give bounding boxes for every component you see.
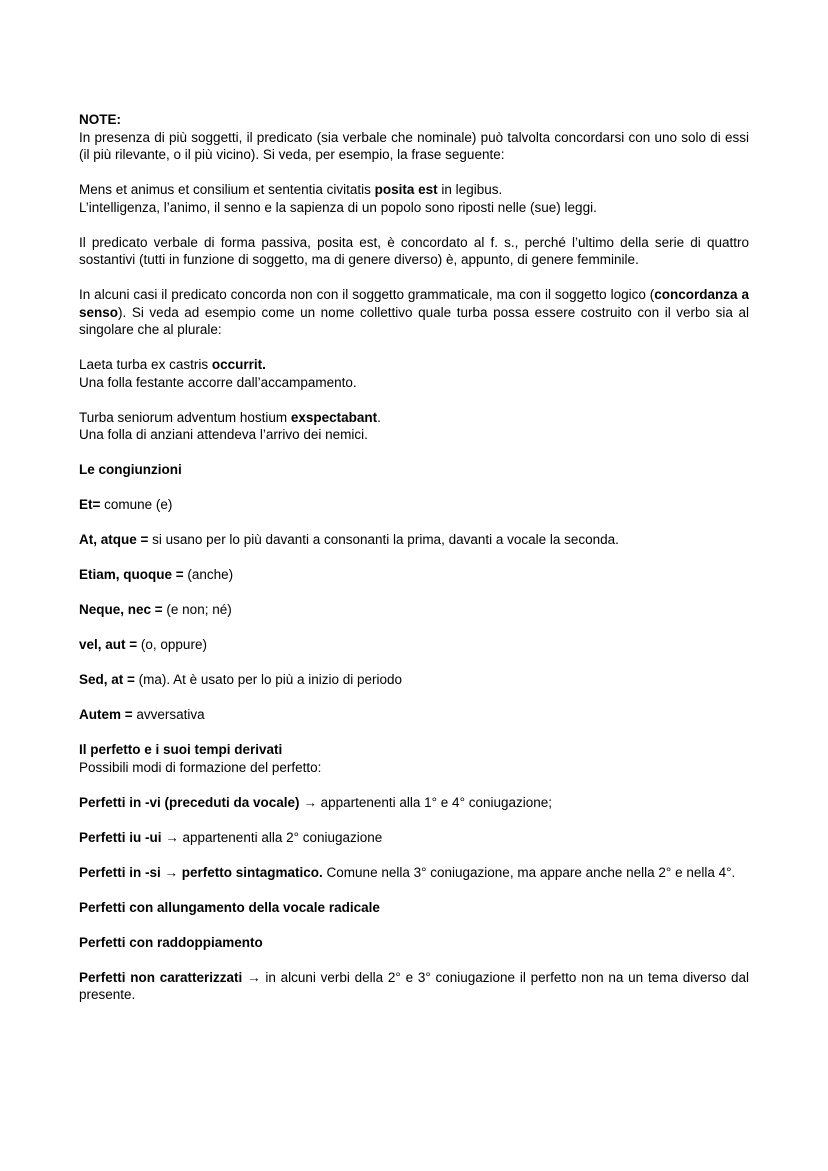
text-run: (o, oppure) — [137, 637, 207, 652]
paragraph — [79, 566, 749, 584]
text-run: Turba seniorum adventum hostium — [79, 409, 291, 425]
text-run: L’intelligenza, l’animo, il senno e la sapienza di un popolo sono riposti nelle (sue) leggi. — [79, 199, 597, 215]
text-run: comune (e) — [100, 497, 173, 512]
paragraph — [79, 111, 749, 164]
paragraph — [79, 934, 749, 952]
paragraph — [79, 741, 749, 776]
paragraph — [79, 636, 749, 654]
paragraph — [79, 601, 749, 619]
paragraph — [79, 864, 749, 882]
text-run: Possibili modi di formazione del perfetto: — [79, 759, 322, 775]
text-run: (ma). At è usato per lo più a inizio di periodo — [134, 672, 403, 687]
paragraph — [79, 899, 749, 917]
text-run: In alcuni casi il predicato concorda non con il soggetto grammaticale, ma con il soggetto logico ( — [79, 287, 655, 302]
paragraph — [79, 706, 749, 724]
text-run: → appartenenti alla 2° coniugazione — [161, 829, 383, 845]
bold-text-run: Perfetti in -si → perfetto sintagmatico. — [79, 864, 323, 880]
bold-text-run: Le congiunzioni — [79, 462, 182, 477]
bold-text-run: vel, aut = — [79, 637, 138, 652]
bold-text-run: Il perfetto e i suoi tempi derivati — [79, 742, 283, 757]
bold-text-run: Perfetti con raddoppiamento — [79, 934, 263, 950]
bold-text-run: Et= — [79, 497, 101, 512]
text-run: in legibus. — [437, 182, 503, 197]
bold-text-run: Autem = — [79, 707, 133, 722]
text-run: Mens et animus et consilium et sententia civitatis — [79, 182, 375, 197]
bold-text-run: Perfetti iu -ui — [79, 829, 162, 845]
bold-text-run: At, atque = — [79, 532, 149, 547]
bold-text-run: occurrit. — [211, 357, 266, 372]
text-run: Il predicato verbale di forma passiva, posita est, è concordato al f. s., perché l’ultimo della serie di quattro sostantivi (tutti in funzione di soggetto, ma di genere diverso) è, appunto, di genere femminile. — [79, 234, 749, 267]
document-body — [79, 111, 749, 1021]
text-run: In presenza di più soggetti, il predicato (sia verbale che nominale) può talvolta concordarsi con uno solo di essi (il più rilevante, o il più vicino). Si veda, per esempio, la frase seguente: — [79, 129, 749, 162]
text-run: (anche) — [183, 567, 234, 582]
bold-text-run: Perfetti in -vi (preceduti da vocale) — [79, 794, 300, 810]
paragraph — [79, 461, 749, 479]
paragraph — [79, 969, 749, 1004]
paragraph — [79, 181, 749, 216]
text-run: avversativa — [132, 707, 205, 722]
text-run: . — [377, 409, 381, 425]
bold-text-run: Sed, at = — [79, 672, 135, 687]
text-run: → appartenenti alla 1° e 4° coniugazione; — [299, 794, 553, 810]
text-run: Una folla di anziani attendeva l’arrivo dei nemici. — [79, 427, 368, 442]
bold-text-run: concordanza a senso — [79, 287, 749, 320]
text-run: (e non; né) — [162, 602, 232, 617]
text-run: si usano per lo più davanti a consonanti la prima, davanti a vocale la seconda. — [148, 532, 619, 547]
bold-text-run: Perfetti non caratterizzati — [79, 969, 243, 985]
paragraph — [79, 794, 749, 812]
bold-text-run: posita est — [374, 182, 438, 197]
bold-text-run: Etiam, quoque = — [79, 567, 184, 582]
bold-text-run: Perfetti con allungamento della vocale radicale — [79, 899, 380, 915]
bold-text-run: exspectabant — [290, 409, 378, 425]
paragraph — [79, 356, 749, 391]
paragraph — [79, 496, 749, 514]
text-run: → in alcuni verbi della 2° e 3° coniugazione il perfetto non na un tema diverso dal presente. — [79, 969, 750, 1002]
paragraph — [79, 409, 749, 444]
paragraph — [79, 286, 749, 339]
bold-text-run: Neque, nec = — [79, 602, 163, 617]
paragraph — [79, 234, 749, 269]
text-run: ). Si veda ad esempio come un nome collettivo quale turba possa essere costruito con il verbo sia al singolare che al plurale: — [79, 304, 749, 337]
text-run: Laeta turba ex castris — [79, 357, 212, 372]
bold-text-run: NOTE: — [79, 112, 121, 127]
paragraph — [79, 531, 749, 549]
paragraph — [79, 829, 749, 847]
text-run: Una folla festante accorre dall’accampamento. — [79, 374, 357, 390]
paragraph — [79, 671, 749, 689]
text-run: Comune nella 3° coniugazione, ma appare anche nella 2° e nella 4°. — [322, 864, 736, 880]
